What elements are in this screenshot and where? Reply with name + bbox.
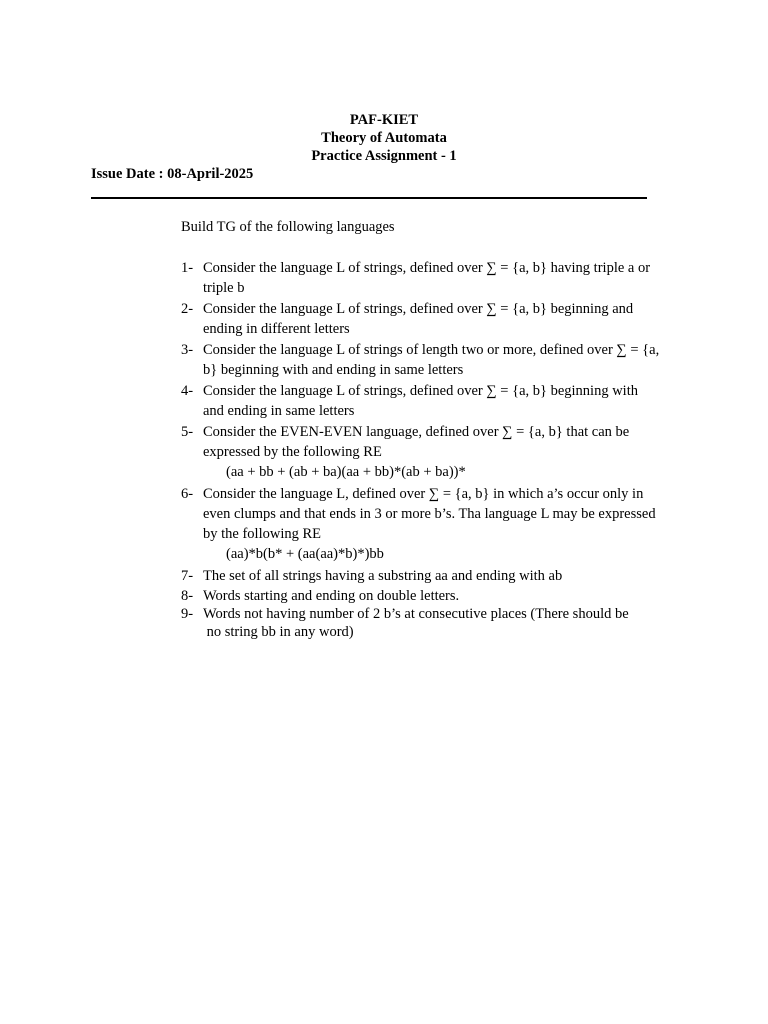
question-text xyxy=(203,604,681,642)
question-line: ending in different letters xyxy=(203,321,350,337)
question-line: Words not having number of 2 b’s at consecutive places (There should be xyxy=(203,606,629,622)
question-line: The set of all strings having a substring aa and ending with ab xyxy=(203,568,563,584)
question-line: b} beginning with and ending in same letters xyxy=(203,362,464,378)
question-line: Consider the language L of strings, defined over ∑ = {a, b} beginning and xyxy=(203,301,634,317)
question-line: no string bb in any word) xyxy=(203,624,354,640)
question-text xyxy=(203,484,681,564)
question-text xyxy=(203,566,681,586)
question-line: Words starting and ending on double letters. xyxy=(203,588,460,604)
question-number: 8- xyxy=(181,588,194,604)
question-text xyxy=(203,340,681,380)
regular-expression: (aa)*b(b* + (aa(aa)*b)*)bb xyxy=(226,546,384,562)
question-number: 1- xyxy=(181,260,194,276)
institution-title: PAF-KIET xyxy=(349,112,419,128)
question-number: 5- xyxy=(181,424,194,440)
question-text xyxy=(203,422,681,482)
question-line: expressed by the following RE xyxy=(203,444,382,460)
question-line: by the following RE xyxy=(203,526,322,542)
instructions-text: Build TG of the following languages xyxy=(181,219,395,235)
question-text xyxy=(203,381,681,421)
course-title: Theory of Automata xyxy=(321,130,447,146)
question-line: Consider the language L of strings, defined over ∑ = {a, b} having triple a or xyxy=(203,260,651,276)
question-text xyxy=(203,586,681,606)
question-line: and ending in same letters xyxy=(203,403,355,419)
regular-expression: (aa + bb + (ab + ba)(aa + bb)*(ab + ba))* xyxy=(226,464,466,480)
question-text xyxy=(203,258,681,298)
question-number: 3- xyxy=(181,342,194,358)
question-number: 6- xyxy=(181,486,194,502)
question-text xyxy=(203,299,681,339)
question-line: even clumps and that ends in 3 or more b’s. Tha language L may be expressed xyxy=(203,506,656,522)
question-number: 9- xyxy=(181,606,194,622)
assignment-title: Practice Assignment - 1 xyxy=(311,148,457,164)
question-number: 7- xyxy=(181,568,194,584)
question-number: 2- xyxy=(181,301,194,317)
question-line: triple b xyxy=(203,280,245,296)
question-line: Consider the EVEN-EVEN language, defined over ∑ = {a, b} that can be xyxy=(203,424,630,440)
question-line: Consider the language L, defined over ∑ = {a, b} in which a’s occur only in xyxy=(203,486,644,502)
question-line: Consider the language L of strings of length two or more, defined over ∑ = {a, xyxy=(203,342,660,358)
question-number: 4- xyxy=(181,383,194,399)
question-line: Consider the language L of strings, defined over ∑ = {a, b} beginning with xyxy=(203,383,638,399)
horizontal-divider xyxy=(91,197,647,199)
issue-date: Issue Date : 08-April-2025 xyxy=(91,166,254,182)
